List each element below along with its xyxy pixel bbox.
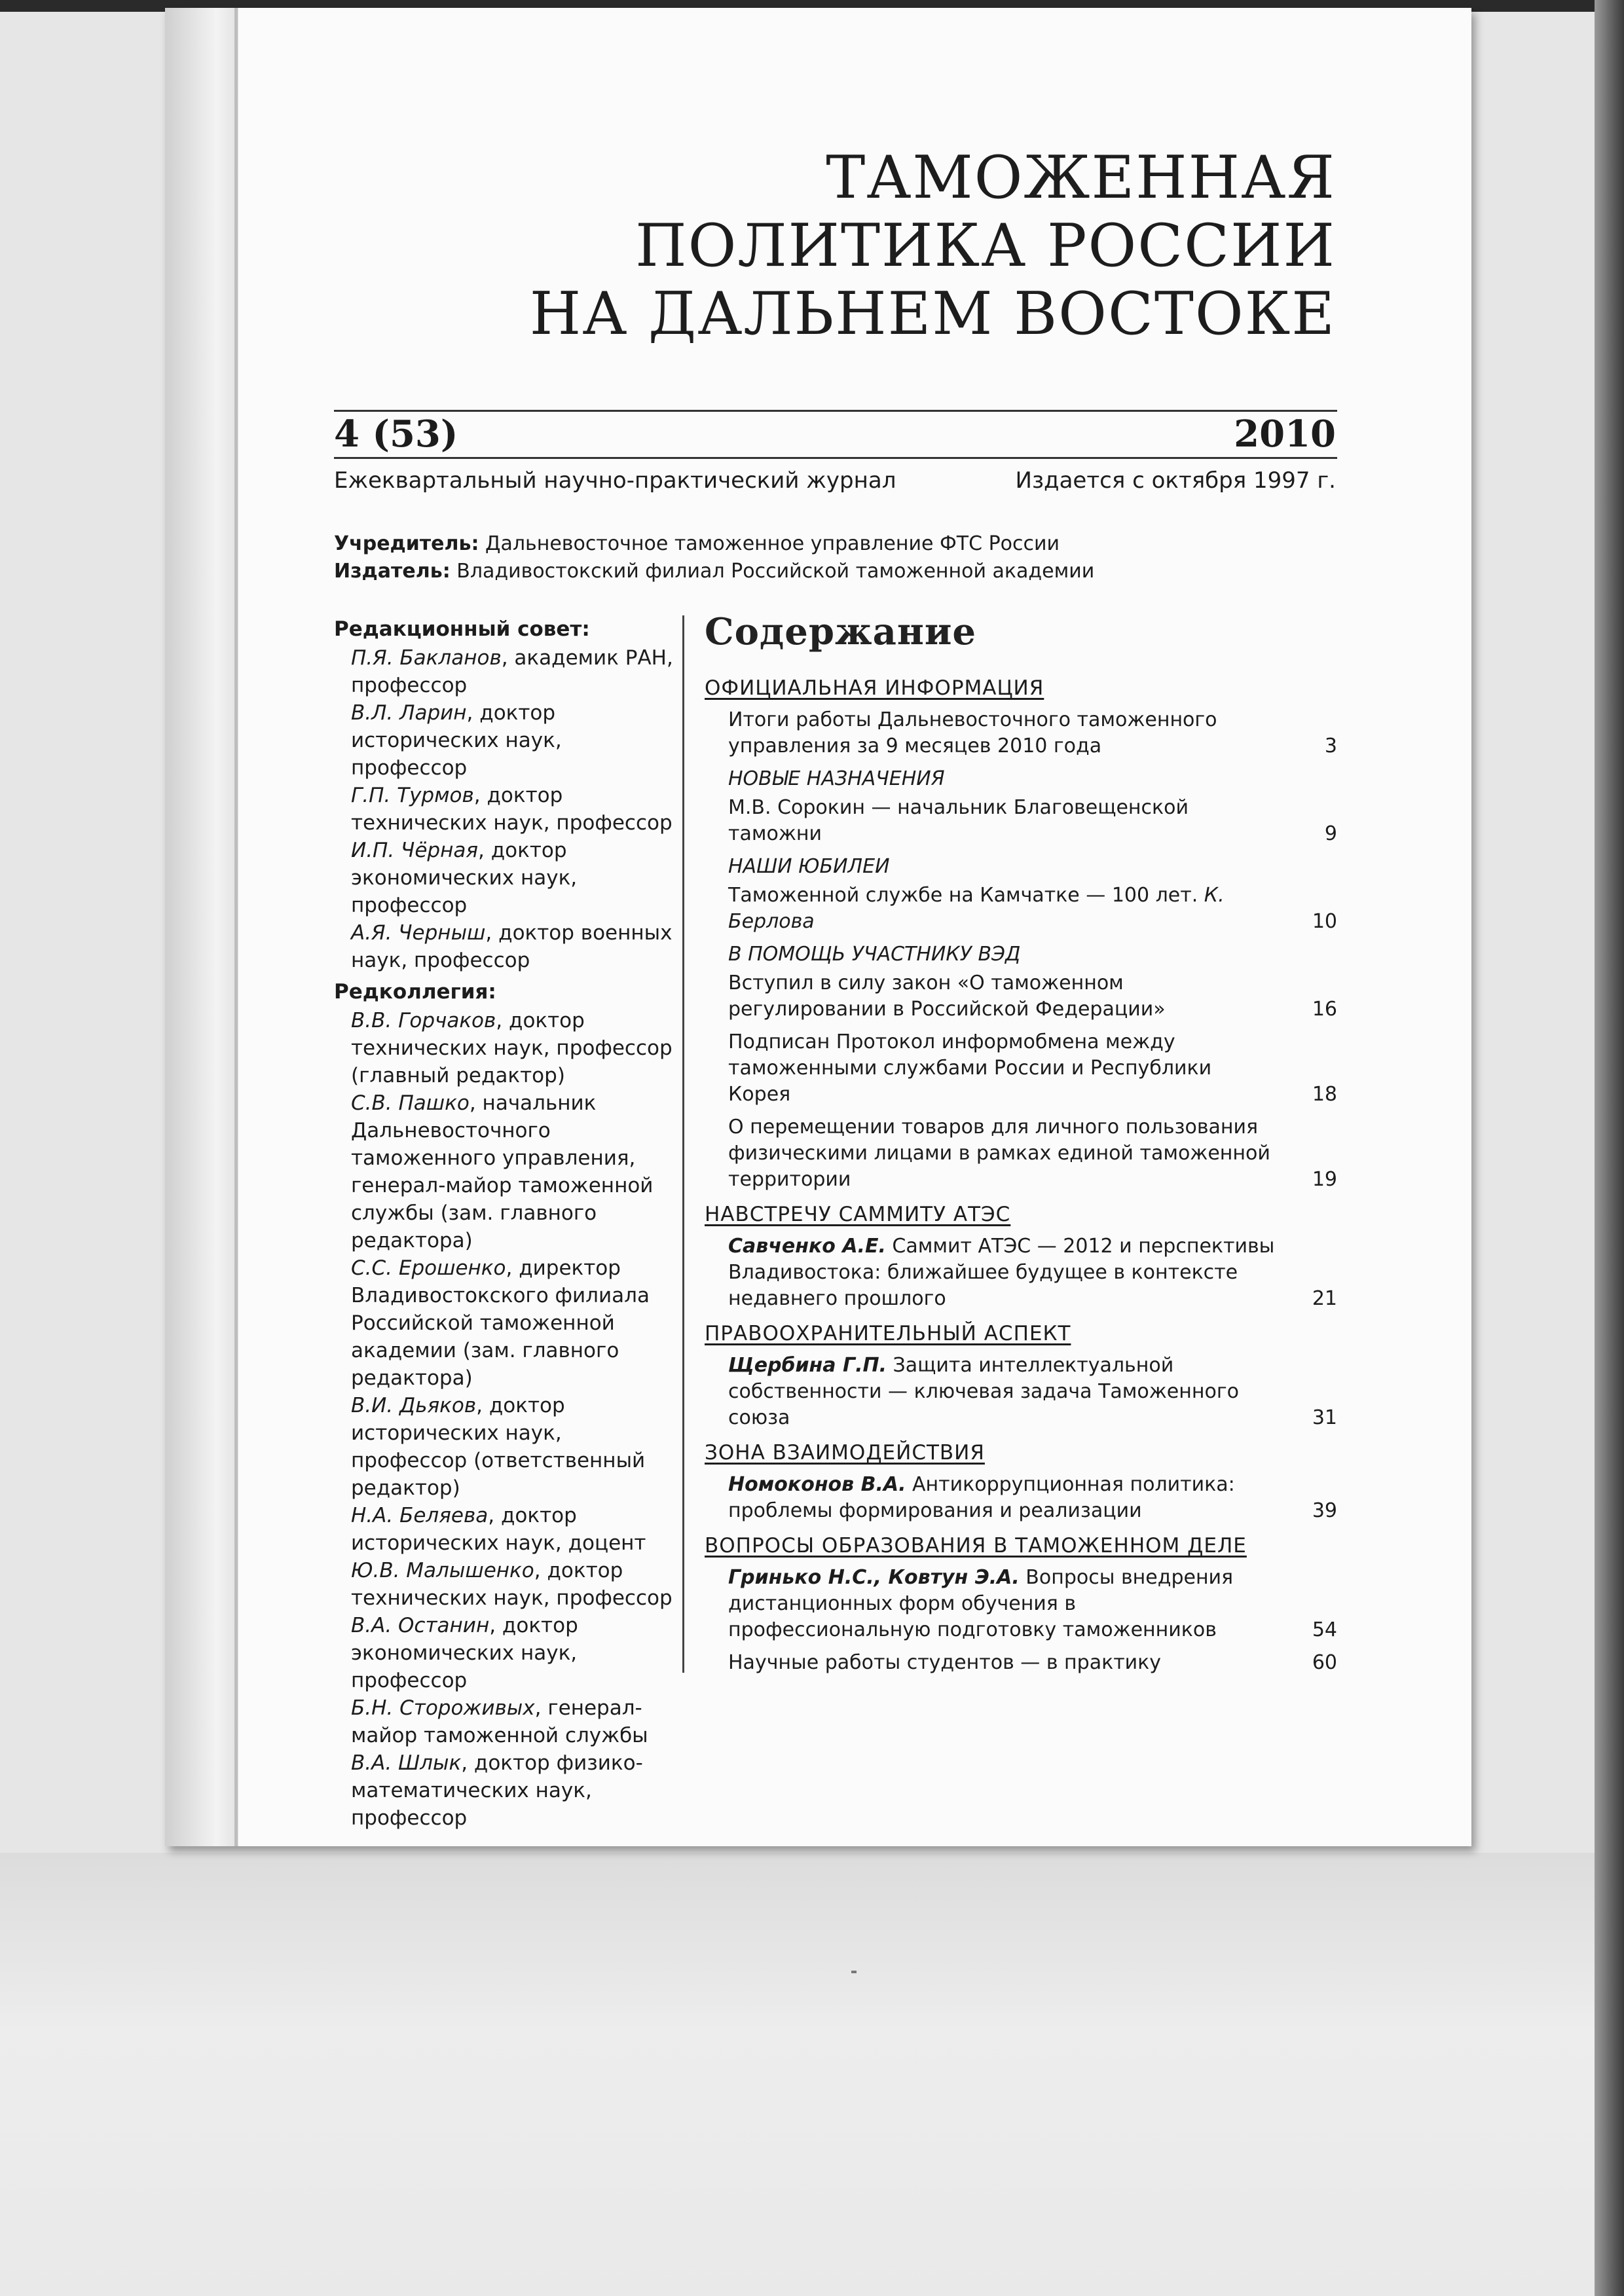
- toc-entry: [728, 1233, 1337, 1312]
- member-name: В.Л. Ларин: [351, 701, 467, 725]
- editorial-council: [334, 615, 674, 974]
- table-of-contents: [705, 609, 1337, 1683]
- toc-entry-page: 10: [1312, 910, 1337, 933]
- toc-section-education: ВОПРОСЫ ОБРАЗОВАНИЯ В ТАМОЖЕННОМ ДЕЛЕ: [705, 1534, 1247, 1558]
- board-member: [334, 1557, 674, 1612]
- member-name: А.Я. Черныш: [351, 921, 486, 945]
- toc-entry-title: [728, 1565, 1304, 1643]
- founder-line: [334, 530, 1094, 558]
- toc-entry-page: 18: [1312, 1083, 1337, 1106]
- issue-year: 2010: [1234, 412, 1336, 456]
- header-rule-top: [334, 410, 1337, 412]
- issue-number: 4 (53): [334, 412, 458, 456]
- toc-subsection: В ПОМОЩЬ УЧАСТНИКУ ВЭД: [728, 943, 1021, 966]
- member-role: , начальник Дальневосточного таможенного управления, генерал-майор таможенной службы (зам. главного редактора): [351, 1091, 654, 1252]
- column-divider: [682, 615, 684, 1673]
- member-role: , доктор технических наук, профессор: [351, 784, 673, 835]
- toc-entry-page: 16: [1312, 998, 1337, 1021]
- board-member: [334, 1254, 674, 1392]
- editorial-board-heading: Редколлегия:: [334, 980, 496, 1004]
- title-line-1: ТАМОЖЕННАЯ: [826, 143, 1336, 212]
- editorial-council-heading: Редакционный совет:: [334, 617, 590, 641]
- toc-entry-page: 9: [1324, 822, 1337, 845]
- toc-entry-page: 3: [1324, 735, 1337, 757]
- toc-section-apec: НАВСТРЕЧУ САММИТУ АТЭС: [705, 1203, 1011, 1226]
- contents-heading: Содержание: [705, 610, 977, 653]
- member-role: , генерал-майор таможенной службы: [351, 1696, 648, 1747]
- council-member: [334, 837, 674, 919]
- title-line-3: НА ДАЛЬНЕМ ВОСТОКЕ: [529, 280, 1336, 348]
- periodicity: Ежеквартальный научно-практический журнал: [334, 467, 896, 494]
- board-member: [334, 1749, 674, 1832]
- member-role: , доктор физико-математических наук, профессор: [351, 1751, 643, 1830]
- toc-entry: [728, 883, 1337, 935]
- member-name: И.П. Чёрная: [351, 839, 478, 862]
- toc-subsection: НОВЫЕ НАЗНАЧЕНИЯ: [728, 767, 945, 790]
- founder: Дальневосточное таможенное управление ФТС России: [485, 532, 1060, 555]
- toc-entry-text: Саммит АТЭС — 2012 и перспективы Владивостока: ближайшее будущее в контексте недавнего прошлого: [728, 1235, 1275, 1310]
- toc-entry-text: Вопросы внедрения дистанционных форм обучения в профессиональную подготовку таможенников: [728, 1566, 1234, 1641]
- member-name: В.А. Останин: [351, 1614, 490, 1637]
- board-member: [334, 1694, 674, 1749]
- toc-entry-title: О перемещении товаров для личного пользования физическими лицами в рамках единой таможенной территории: [728, 1116, 1270, 1191]
- toc-entry-page: 60: [1312, 1651, 1337, 1674]
- toc-entry: [728, 1353, 1337, 1431]
- toc-entry-title: Вступил в силу закон «О таможенном регулировании в Российской Федерации»: [728, 972, 1166, 1021]
- toc-entry-text: Антикоррупционная политика: проблемы формирования и реализации: [728, 1473, 1235, 1522]
- toc-section-official-info: ОФИЦИАЛЬНАЯ ИНФОРМАЦИЯ: [705, 676, 1044, 700]
- toc-entry: [728, 707, 1337, 759]
- journal-title: [223, 144, 1336, 348]
- toc-entry: [728, 1565, 1337, 1643]
- member-role: , доктор экономических наук, профессор: [351, 1614, 578, 1692]
- toc-entry-author: Гринько Н.С., Ковтун Э.А.: [728, 1566, 1020, 1589]
- toc-entry: [728, 1029, 1337, 1108]
- publisher-label: Издатель:: [334, 560, 451, 583]
- toc-entry-page: 21: [1312, 1287, 1337, 1310]
- editorial-board: [334, 978, 674, 1832]
- header-rule-bottom: [334, 457, 1337, 459]
- member-role: , академик РАН, профессор: [351, 646, 673, 697]
- scanner-bed: [0, 1853, 1595, 2296]
- toc-entry-page: 54: [1312, 1618, 1337, 1641]
- toc-entry-page: 19: [1312, 1168, 1337, 1191]
- member-name: Н.А. Беляева: [351, 1504, 489, 1527]
- toc-entry-title: Подписан Протокол информобмена между таможенными службами России и Республики Корея: [728, 1030, 1212, 1106]
- member-name: П.Я. Бакланов: [351, 646, 502, 670]
- toc-entry-page: 39: [1312, 1499, 1337, 1522]
- council-member: [334, 919, 674, 974]
- toc-entry-title: Итоги работы Дальневосточного таможенного управления за 9 месяцев 2010 года: [728, 708, 1217, 757]
- council-member: [334, 782, 674, 837]
- toc-subsection: НАШИ ЮБИЛЕИ: [728, 855, 890, 878]
- member-role: , доктор военных наук, профессор: [351, 921, 673, 972]
- member-name: Б.Н. Стороживых: [351, 1696, 535, 1720]
- toc-entry-title: Научные работы студентов — в практику: [728, 1651, 1162, 1674]
- toc-entry-text: Защита интеллектуальной собственности — ключевая задача Таможенного союза: [728, 1354, 1239, 1429]
- toc-entry-author: Савченко А.Е.: [728, 1235, 886, 1258]
- publisher-line: [334, 558, 1094, 585]
- toc-entry-title: М.В. Сорокин — начальник Благовещенской таможни: [728, 796, 1189, 845]
- toc-entry: [728, 1650, 1337, 1676]
- toc-entry-author: К. Берлова: [728, 884, 1225, 933]
- toc-entry: [728, 970, 1337, 1023]
- member-role: , доктор технических наук, профессор: [351, 1559, 673, 1610]
- toc-entry: [728, 1114, 1337, 1193]
- member-role: , доктор исторических наук, профессор: [351, 701, 562, 780]
- member-name: С.В. Пашко: [351, 1091, 470, 1115]
- board-member: [334, 1612, 674, 1694]
- member-name: С.С. Ерошенко: [351, 1256, 506, 1280]
- member-role: , доктор экономических наук, профессор: [351, 839, 578, 917]
- title-line-2: ПОЛИТИКА РОССИИ: [635, 211, 1336, 280]
- council-member: [334, 644, 674, 699]
- member-name: В.В. Горчаков: [351, 1009, 496, 1032]
- member-name: Г.П. Турмов: [351, 784, 474, 807]
- editorial-column: [334, 615, 674, 1832]
- member-name: В.А. Шлык: [351, 1751, 462, 1775]
- toc-entry-title: [728, 1472, 1304, 1524]
- member-role: , доктор исторических наук, профессор (ответственный редактор): [351, 1394, 646, 1500]
- council-member: [334, 699, 674, 782]
- imprint: [334, 530, 1094, 585]
- publisher: Владивостокский филиал Российской таможенной академии: [456, 560, 1095, 583]
- toc-entry-author: Щербина Г.П.: [728, 1354, 887, 1377]
- board-member: [334, 1392, 674, 1502]
- founder-label: Учредитель:: [334, 532, 479, 555]
- toc-entry-title: [728, 1353, 1304, 1431]
- member-role: , доктор исторических наук, доцент: [351, 1504, 646, 1555]
- board-member: [334, 1007, 674, 1089]
- scan-smudge: [851, 1971, 857, 1973]
- board-member: [334, 1502, 674, 1557]
- member-name: В.И. Дьяков: [351, 1394, 477, 1417]
- board-member: [334, 1089, 674, 1254]
- toc-entry: [728, 1472, 1337, 1524]
- toc-entry-title: [728, 883, 1304, 935]
- scanner-edge-right: [1595, 0, 1624, 2296]
- toc-entry-page: 31: [1312, 1406, 1337, 1429]
- toc-section-law-enforcement: ПРАВООХРАНИТЕЛЬНЫЙ АСПЕКТ: [705, 1322, 1071, 1345]
- member-name: Ю.В. Малышенко: [351, 1559, 534, 1582]
- toc-entry-text: Таможенной службе на Камчатке — 100 лет.: [728, 884, 1204, 907]
- published-since: Издается с октября 1997 г.: [1015, 467, 1336, 494]
- toc-entry: [728, 795, 1337, 847]
- member-role: , директор Владивостокского филиала Российской таможенной академии (зам. главного редактора): [351, 1256, 650, 1390]
- toc-entry-title: [728, 1233, 1304, 1312]
- toc-section-interaction: ЗОНА ВЗАИМОДЕЙСТВИЯ: [705, 1441, 985, 1465]
- member-role: , доктор технических наук, профессор (главный редактор): [351, 1009, 673, 1087]
- toc-entry-author: Номоконов В.А.: [728, 1473, 906, 1496]
